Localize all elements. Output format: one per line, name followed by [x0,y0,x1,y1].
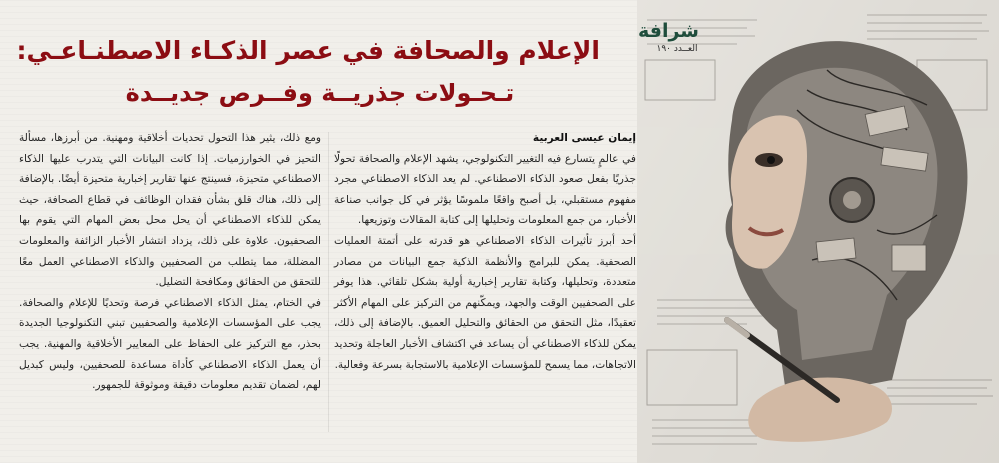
column-divider [328,132,329,432]
article-column-left [19,128,321,396]
paragraph-intro: في عالمٍ يتسارع فيه التغيير التكنولوجي، يشهد الإعلام والصحافة تحولًا جذريًا بفعل صعود الذكاء الاصطناعي. لم يعد الذكاء الاصطناعي مجرد مفهوم مستقبلي، بل أصبح واقعًا ملموسًا يؤثر في كل جوانب صناعة الأخبار، من جمع المعلومات وتحليلها إلى كتابة المقالات وتوزيعها. [334,152,636,227]
author-name: إيمان عيسى العربية [532,132,636,144]
article-title [16,34,600,110]
paragraph-automation: أحد أبرز تأثيرات الذكاء الاصطناعي هو قدرته على أتمتة العمليات الصحفية. يمكن للبرامج والأنظمة الذكية جمع البيانات من مصادر متعددة، وتحليلها، وكتابة تقارير إخبارية أولية بشكل تلقائي. هذا يوفر على الصحفيين الوقت والجهد، ويمكّنهم من التركيز على المهام الأكثر تعقيدًا، مثل التحقق من الحقائق والتحليل العميق. بالإضافة إلى ذلك، يمكن للذكاء الاصطناعي أن يساعد في اكتشاف الأخبار العاجلة وتحديد الاتجاهات، مما يسمح للمؤسسات الإعلامية بالاستجابة بسرعة وفعالية. [334,234,636,371]
magazine-logo [638,20,699,55]
logo-wordmark: شرافة [638,20,699,42]
robot-head-illustration [637,0,999,463]
article-column-right [334,128,636,375]
paragraph-conclusion: في الختام، يمثل الذكاء الاصطناعي فرصة وتحديًا للإعلام والصحافة. يجب على المؤسسات الإعلامية والصحفيين تبني التكنولوجيا الجديدة بحذر، مع التركيز على الحفاظ على المعايير الأخلاقية والمهنية. يجب أن يعمل الذكاء الاصطناعي كأداة مساعدة للصحفيين، وليس كبديل لهم، لضمان تقديم معلومات دقيقة وموثوقة للجمهور. [19,296,321,392]
paragraph-challenges: ومع ذلك، يثير هذا التحول تحديات أخلاقية ومهنية. من أبرزها، مسألة التحيز في الخوارزميات. إذا كانت البيانات التي يتدرب عليها الذكاء الاصطناعي متحيزة، فسينتج عنها تقارير إخبارية متحيزة أيضًا. بالإضافة إلى ذلك، هناك قلق بشأن فقدان الوظائف في قطاع الصحافة، حيث يمكن للذكاء الاصطناعي أن يحل محل بعض المهام التي يقوم بها الصحفيون. علاوة على ذلك، يزداد انتشار الأخبار الزائفة والمعلومات المضللة، مما يتطلب من الصحفيين والذكاء الاصطناعي العمل معًا للتحقق من الحقائق ومكافحة التضليل. [19,132,321,289]
title-line-2: تـحـولات جذريــة وفــرص جديــدة [125,79,515,107]
issue-number: العــدد ١٩٠ [656,44,698,54]
illustration-svg [637,0,999,463]
title-line-1: الإعلام والصحافة في عصر الذكـاء الاصطنـاعـي: [16,36,600,65]
